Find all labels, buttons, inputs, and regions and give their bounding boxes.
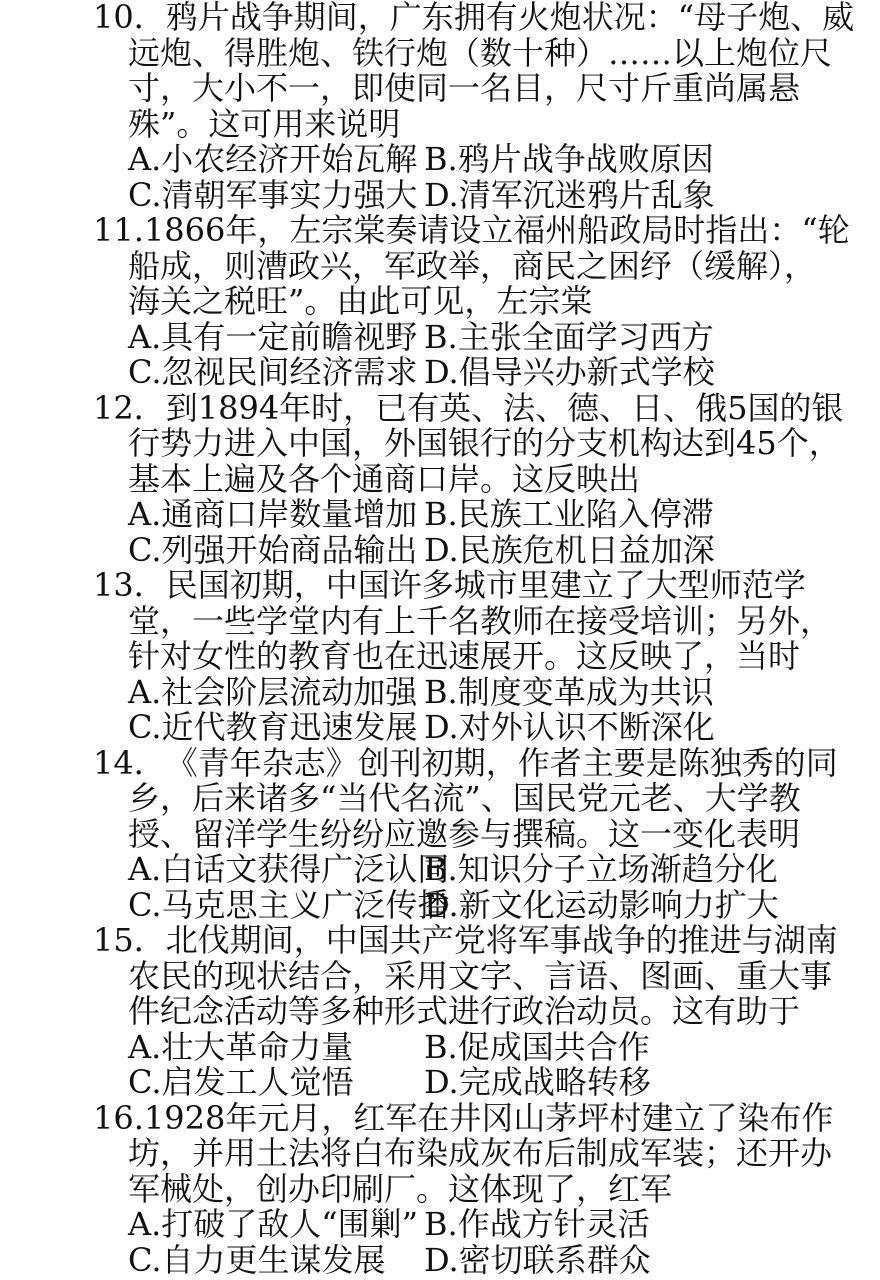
answer-option-d[interactable]: D.密切联系群众	[424, 1240, 651, 1279]
question-stem-line	[0, 781, 880, 817]
answer-option-a[interactable]: A.具有一定前瞻视野	[128, 317, 418, 356]
question-stem-line	[0, 639, 880, 675]
question-text: 殊”。这可用来说明	[128, 104, 401, 143]
answer-option-c[interactable]: C.马克思主义广泛传播	[128, 885, 450, 924]
question-stem-line	[0, 104, 880, 143]
answer-option-a[interactable]: A.通商口岸数量增加	[128, 495, 418, 533]
question-16	[0, 1098, 880, 1279]
answer-option-c[interactable]: C.列强开始商品输出	[128, 530, 418, 569]
question-number: 13．	[93, 566, 166, 604]
answer-option-c[interactable]: C.自力更生谋发展	[128, 1240, 386, 1279]
question-stem-line	[0, 1169, 880, 1208]
option-row	[0, 852, 880, 888]
answer-option-d[interactable]: D.民族危机日益加深	[424, 530, 715, 569]
question-12	[0, 388, 880, 569]
question-stem-first-line	[0, 388, 880, 427]
question-stem-line	[0, 426, 880, 462]
question-number: 16.	[93, 1098, 144, 1137]
question-number: 14．	[93, 743, 166, 782]
option-row	[0, 497, 880, 533]
question-number: 15．	[93, 921, 166, 959]
question-text: 北伐期间，中国共产党将军事战争的推进与湖南	[165, 921, 838, 959]
question-stem-line	[0, 814, 880, 853]
answer-option-a[interactable]: A.小农经济开始瓦解	[128, 140, 418, 178]
question-15	[0, 923, 880, 1101]
question-text: 堂，一些学堂内有上千名教师在接受培训；另外，	[128, 601, 833, 640]
answer-option-b[interactable]: B.作战方针灵活	[424, 1205, 650, 1243]
question-text: 件纪念活动等多种形式进行政治动员。这有助于	[128, 992, 801, 1030]
answer-option-c[interactable]: C.忽视民间经济需求	[128, 353, 418, 391]
option-row	[0, 1065, 880, 1101]
question-number: 12．	[93, 388, 166, 427]
question-text: 军械处，创办印刷厂。这体现了，红军	[128, 1169, 673, 1208]
answer-option-a[interactable]: A.打破了敌人“围剿”	[128, 1205, 419, 1243]
question-text: 针对女性的教育也在迅速展开。这反映了，当时	[128, 637, 801, 675]
option-row	[0, 1240, 880, 1279]
question-stem-first-line	[0, 1098, 880, 1137]
question-text: 远炮、得胜炮、铁行炮（数十种）……以上炮位尺	[128, 33, 833, 72]
option-row	[0, 1207, 880, 1243]
answer-option-a[interactable]: A.壮大革命力量	[128, 1027, 354, 1066]
option-row	[0, 530, 880, 569]
question-text: 坊，并用土法将白布染成灰布后制成军装；还开办	[128, 1134, 833, 1172]
answer-option-a[interactable]: A.白话文获得广泛认同	[128, 850, 450, 888]
question-text: 海关之税旺”。由此可见，左宗棠	[128, 282, 593, 320]
option-row	[0, 885, 880, 924]
question-text: 乡，后来诸多“当代名流”、国民党元老、大学教	[128, 779, 801, 817]
question-stem-first-line	[0, 213, 880, 249]
option-row	[0, 710, 880, 746]
answer-option-c[interactable]: C.清朝军事实力强大	[128, 175, 418, 214]
answer-option-d[interactable]: D.清军沉迷鸦片乱象	[424, 175, 715, 214]
question-14	[0, 743, 880, 924]
option-row	[0, 317, 880, 356]
answer-option-c[interactable]: C.近代教育迅速发展	[128, 708, 418, 746]
answer-option-d[interactable]: D.对外认识不断深化	[424, 708, 715, 746]
question-stem-line	[0, 994, 880, 1030]
question-stem-line	[0, 246, 880, 285]
question-stem-first-line	[0, 568, 880, 604]
question-stem-line	[0, 33, 880, 72]
answer-option-d[interactable]: D.完成战略转移	[424, 1063, 651, 1101]
answer-option-d[interactable]: D.新文化运动影响力扩大	[424, 885, 779, 924]
question-11	[0, 213, 880, 391]
question-text: 鸦片战争期间，广东拥有火炮状况：“母子炮、威	[165, 0, 855, 36]
question-text: 到1894年时，已有英、法、德、日、俄5国的银	[165, 388, 844, 427]
question-text: 授、留洋学生纷纷应邀参与撰稿。这一变化表明	[128, 814, 801, 853]
question-stem-line	[0, 1136, 880, 1172]
question-stem-first-line	[0, 0, 880, 36]
question-number: 11.	[93, 211, 144, 249]
question-text: 《青年杂志》创刊初期，作者主要是陈独秀的同	[165, 743, 838, 782]
question-text: 行势力进入中国，外国银行的分支机构达到45个，	[128, 424, 841, 462]
question-number: 10．	[93, 0, 166, 36]
question-13	[0, 568, 880, 746]
question-text: 民国初期，中国许多城市里建立了大型师范学	[165, 566, 806, 604]
question-text: 船成，则漕政兴，军政举，商民之困纾（缓解），	[128, 246, 817, 285]
question-text: 农民的现状结合，采用文字、言语、图画、重大事	[128, 956, 833, 995]
question-text: 基本上遍及各个通商口岸。这反映出	[128, 459, 641, 498]
answer-option-b[interactable]: B.制度变革成为共识	[424, 672, 714, 711]
option-row	[0, 175, 880, 214]
question-text: 寸，大小不一，即使同一名目，尺寸斤重尚属悬	[128, 69, 801, 107]
option-row	[0, 142, 880, 178]
answer-option-c[interactable]: C.启发工人觉悟	[128, 1063, 354, 1101]
answer-option-b[interactable]: B.促成国共合作	[424, 1027, 650, 1066]
question-text: 1866年，左宗棠奏请设立福州船政局时指出：“轮	[143, 211, 850, 249]
question-stem-line	[0, 601, 880, 640]
answer-option-b[interactable]: B.鸦片战争战败原因	[424, 140, 714, 178]
answer-option-a[interactable]: A.社会阶层流动加强	[128, 672, 418, 711]
question-stem-first-line	[0, 923, 880, 959]
answer-option-d[interactable]: D.倡导兴办新式学校	[424, 353, 715, 391]
question-stem-line	[0, 459, 880, 498]
question-stem-first-line	[0, 743, 880, 782]
option-row	[0, 1027, 880, 1066]
option-row	[0, 355, 880, 391]
question-text: 1928年元月，红军在井冈山茅坪村建立了染布作	[143, 1098, 834, 1137]
answer-option-b[interactable]: B.主张全面学习西方	[424, 317, 714, 356]
question-stem-line	[0, 956, 880, 995]
question-stem-line	[0, 284, 880, 320]
option-row	[0, 672, 880, 711]
answer-option-b[interactable]: B.民族工业陷入停滞	[424, 495, 714, 533]
question-10	[0, 0, 880, 213]
answer-option-b[interactable]: B.知识分子立场渐趋分化	[424, 850, 778, 888]
question-stem-line	[0, 71, 880, 107]
